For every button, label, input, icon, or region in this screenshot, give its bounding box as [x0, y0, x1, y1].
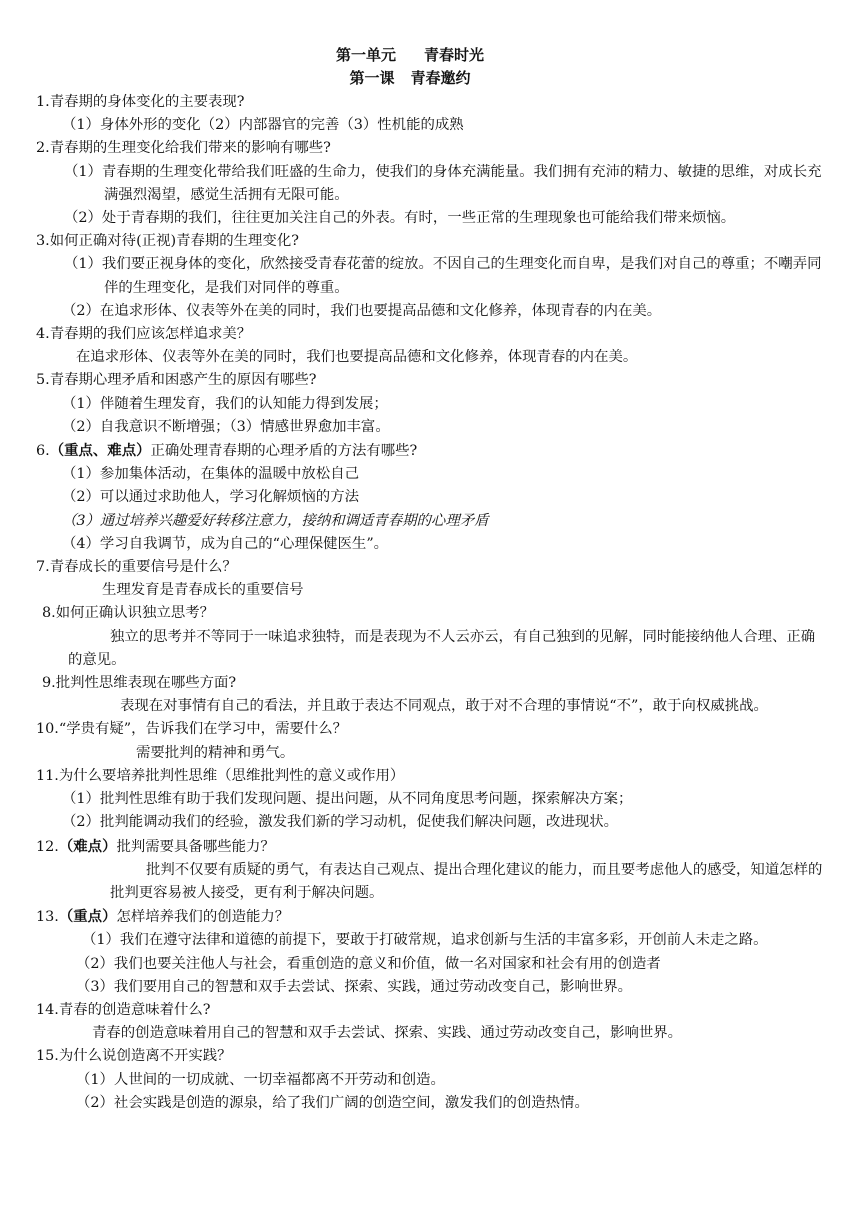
question-13-number: 13. — [36, 909, 59, 926]
answer-4-1: 在追求形体、仪表等外在美的同时，我们也要提高品德和文化修养，体现青春的内在美。 — [76, 349, 638, 366]
question-6-text: 正确处理青春期的心理矛盾的方法有哪些? — [150, 443, 418, 460]
unit-name: 青春时光 — [424, 46, 485, 64]
answer-11-2: （2）批判能调动我们的经验，激发我们新的学习动机，促使我们解决问题，改进现状。 — [62, 814, 619, 831]
question-8: 8.如何正确认识独立思考？ — [42, 605, 215, 622]
question-2: 2.青春期的生理变化给我们带来的影响有哪些? — [36, 140, 331, 157]
answer-6-3: （3）通过培养兴趣爱好转移注意力，接纳和调适青春期的心理矛盾 — [62, 512, 489, 529]
lesson-name: 青春邀约 — [410, 69, 471, 87]
answer-11-1: （1）批判性思维有助于我们发现问题、提出问题，从不同角度思考问题，探索解决方案； — [62, 791, 633, 808]
answer-5-1: （1）伴随着生理发育，我们的认知能力得到发展； — [62, 395, 388, 412]
key-tag: （重点） — [58, 908, 117, 926]
answer-6-4: （4）学习自我调节，成为自己的“心理保健医生”。 — [62, 535, 389, 552]
answer-14-1: 青春的创造意味着用自己的智慧和双手去尝试、探索、实践、通过劳动改变自己，影响世界。 — [92, 1025, 683, 1042]
question-10: 10.“学贵有疑”，告诉我们在学习中，需要什么？ — [36, 721, 348, 738]
answer-13-2: （2）我们也要关注他人与社会，看重创造的意义和价值，做一名对国家和社会有用的创造者 — [76, 955, 661, 972]
question-3: 3.如何正确对待(正视)青春期的生理变化? — [36, 233, 299, 250]
answer-8-1: 独立的思考并不等同于一味追求独特，而是表现为不人云亦云，有自己独到的见解，同时能接纳他人合理、正确的意见。 — [68, 628, 816, 668]
qa-list — [36, 91, 826, 1115]
question-13-text: 怎样培养我们的创造能力？ — [116, 909, 290, 926]
answer-15-2: （2）社会实践是创造的源泉，给了我们广阔的创造空间，激发我们的创造热情。 — [76, 1094, 589, 1111]
difficult-tag: （难点） — [58, 837, 117, 855]
question-11: 11.为什么要培养批判性思维（思维批判性的意义或作用） — [36, 767, 405, 784]
answer-3-2: （2）在追求形体、仪表等外在美的同时，我们也要提高品德和文化修养，体现青春的内在美。 — [62, 302, 662, 319]
question-12-number: 12. — [36, 838, 59, 855]
answer-6-2: （2）可以通过求助他人，学习化解烦恼的方法 — [62, 489, 359, 506]
answer-3-1: （1）我们要正视身体的变化，欣然接受青春花蕾的绽放。不因自己的生理变化而自卑，是我们对自己的尊重；不嘲弄同伴的生理变化，是我们对同伴的尊重。 — [64, 256, 822, 296]
answer-2-2: （2）处于青春期的我们，往往更加关注自己的外表。有时，一些正常的生理现象也可能给我们带来烦恼。 — [64, 210, 736, 227]
question-6 — [36, 439, 826, 463]
question-1: 1.青春期的身体变化的主要表现? — [36, 94, 245, 110]
question-15: 15.为什么说创造离不开实践？ — [36, 1048, 232, 1065]
question-14: 14.青春的创造意味着什么? — [36, 1001, 211, 1018]
answer-6-1: （1）参加集体活动，在集体的温暖中放松自己 — [62, 466, 359, 483]
unit-title — [0, 44, 820, 66]
answer-10-1: 需要批判的精神和勇气。 — [136, 744, 295, 761]
question-5: 5.青春期心理矛盾和困惑产生的原因有哪些? — [36, 372, 317, 389]
answer-15-1: （1）人世间的一切成就、一切幸福都离不开劳动和创造。 — [76, 1071, 445, 1088]
answer-7-1: 生理发育是青春成长的重要信号 — [102, 582, 304, 599]
question-6-number: 6. — [36, 443, 50, 460]
answer-13-1: （1）我们在遵守法律和道德的前提下，要敢于打破常规，追求创新与生活的丰富多彩，开创前人未走之路。 — [82, 932, 768, 949]
question-4: 4.青春期的我们应该怎样追求美？ — [36, 326, 252, 343]
answer-2-1: （1）青春期的生理变化带给我们旺盛的生命力，使我们的身体充满能量。我们拥有充沛的精力、敏捷的思维，对成长充满强烈渴望，感觉生活拥有无限可能。 — [64, 163, 822, 203]
answer-12-1: 批判不仅要有质疑的勇气，有表达自己观点、提出合理化建议的能力，而且要考虑他人的感受，知道怎样的批判更容易被人接受，更有利于解决问题。 — [110, 861, 823, 901]
question-12-text: 批判需要具备哪些能力？ — [116, 838, 275, 855]
answer-13-3: （3）我们要用自己的智慧和双手去尝试、探索、实践，通过劳动改变自己，影响世界。 — [76, 978, 633, 995]
lesson-title — [0, 67, 820, 89]
key-difficult-tag: （重点、难点） — [49, 442, 151, 460]
question-12 — [36, 835, 826, 859]
question-9: 9.批判性思维表现在哪些方面? — [42, 675, 237, 692]
question-13 — [36, 905, 826, 929]
answer-1-1: （1）身体外形的变化（2）内部器官的完善（3）性机能的成熟 — [62, 117, 464, 134]
unit-label: 第一单元 — [335, 46, 396, 64]
question-7: 7.青春成长的重要信号是什么？ — [36, 559, 237, 576]
answer-5-2: （2）自我意识不断增强；（3）情感世界愈加丰富。 — [62, 418, 390, 435]
answer-9-1: 表现在对事情有自己的看法，并且敢于表达不同观点，敢于对不合理的事情说“不”，敢于向权威挑战。 — [120, 698, 768, 715]
lesson-label: 第一课 — [349, 69, 395, 87]
